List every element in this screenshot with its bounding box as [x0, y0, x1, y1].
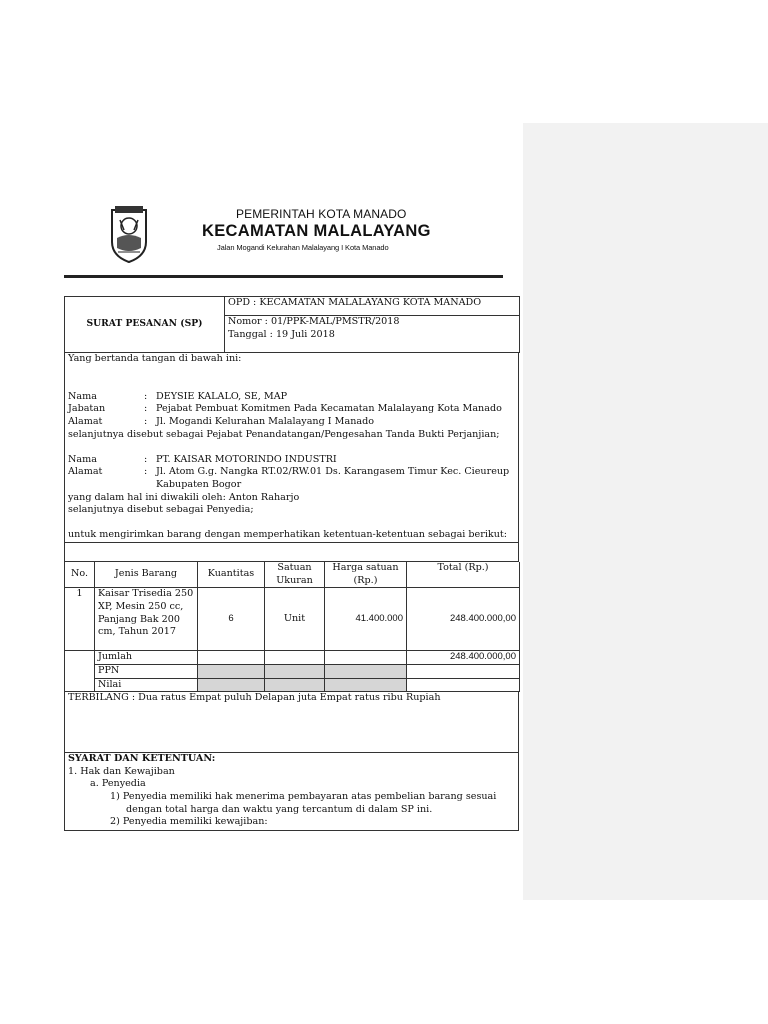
- letterhead-address: Jalan Mogandi Kelurahan Malalayang I Kota Manado: [217, 243, 389, 252]
- ppn-row: [65, 665, 520, 679]
- order-header-table: [64, 296, 520, 353]
- nilai-label: Nilai: [95, 678, 198, 692]
- parties-table: [64, 353, 519, 562]
- letterhead-district: KECAMATAN MALALAYANG: [202, 222, 431, 240]
- terms-item-1a1-cont: dengan total harga dan waktu yang tercantum di dalam SP ini.: [126, 803, 433, 815]
- letterhead-divider: [64, 275, 503, 278]
- manado-coat-of-arms-icon: [104, 204, 154, 264]
- p2-addr-row: Alamat : Jl. Atom G.g. Nangka RT.02/RW.01 Ds. Karangasem Timur Kec. Cieureup: [68, 466, 510, 478]
- p1-addr: Jl. Mogandi Kelurahan Malalayang I Manado: [156, 415, 375, 427]
- parties-cell: [65, 353, 519, 542]
- p2-name-row: Nama : PT. KAISAR MOTORINDO INDUSTRI: [68, 453, 337, 465]
- instruction-text: untuk mengirimkan barang dengan memperhatikan ketentuan-ketentuan sebagai berikut:: [68, 529, 507, 541]
- p1-name: DEYSIE KALALO, SE, MAP: [156, 390, 288, 402]
- nilai-row: [65, 678, 520, 692]
- table-row: [65, 588, 520, 651]
- p2-rep: yang dalam hal ini diwakili oleh: Anton Raharjo: [68, 491, 300, 503]
- items-table: [64, 562, 520, 692]
- p2-name: PT. KAISAR MOTORINDO INDUSTRI: [156, 453, 337, 465]
- cell-price: 41.400.000: [325, 588, 407, 651]
- p1-job: Pejabat Pembuat Komitmen Pada Kecamatan Malalayang Kota Manado: [156, 403, 502, 415]
- opd-line: OPD : KECAMATAN MALALAYANG KOTA MANADO: [225, 297, 520, 316]
- p1-note: selanjutnya disebut sebagai Pejabat Penandatangan/Pengesahan Tanda Bukti Perjanjian;: [68, 428, 500, 440]
- col-header-qty: Kuantitas: [198, 562, 265, 588]
- nomor-line: Nomor : 01/PPK-MAL/PMSTR/2018: [228, 316, 400, 327]
- blank-row: [65, 542, 519, 561]
- jumlah-row: [65, 651, 520, 665]
- cell-qty: 6: [198, 588, 265, 651]
- terbilang-table: [64, 692, 519, 831]
- letterhead-government: PEMERINTAH KOTA MANADO: [236, 207, 407, 221]
- number-date-cell: [225, 316, 520, 353]
- col-header-no: No.: [65, 562, 95, 588]
- p2-note: selanjutnya disebut sebagai Penyedia;: [68, 504, 254, 516]
- p1-name-row: Nama : DEYSIE KALALO, SE, MAP: [68, 390, 288, 402]
- cell-item: Kaisar Trisedia 250 XP, Mesin 250 cc, Panjang Bak 200 cm, Tahun 2017: [95, 588, 198, 651]
- intro-text: Yang bertanda tangan di bawah ini:: [68, 353, 242, 364]
- tanggal-line: Tanggal : 19 Juli 2018: [228, 328, 335, 340]
- jumlah-value: 248.400.000,00: [407, 651, 520, 665]
- comment-side-panel: [523, 123, 768, 900]
- letterhead: [60, 200, 510, 275]
- cell-unit: Unit: [265, 588, 325, 651]
- p2-addr-1: Jl. Atom G.g. Nangka RT.02/RW.01 Ds. Karangasem Timur Kec. Cieureup: [156, 466, 510, 478]
- purchase-order-document: [64, 296, 519, 831]
- terms-cell: [65, 753, 519, 831]
- col-header-price: Harga satuan (Rp.): [325, 562, 407, 588]
- ppn-label: PPN: [95, 665, 198, 679]
- jumlah-label: Jumlah: [95, 651, 198, 665]
- terms-title: SYARAT DAN KETENTUAN:: [68, 753, 216, 765]
- cell-no: 1: [65, 588, 95, 651]
- col-header-unit: Satuan Ukuran: [265, 562, 325, 588]
- cell-total: 248.400.000,00: [407, 588, 520, 651]
- p1-job-row: Jabatan : Pejabat Pembuat Komitmen Pada Kecamatan Malalayang Kota Manado: [68, 403, 502, 415]
- terbilang-text: TERBILANG : Dua ratus Empat puluh Delapan juta Empat ratus ribu Rupiah: [65, 692, 519, 753]
- doc-type: SURAT PESANAN (SP): [65, 297, 225, 353]
- terms-item-1: 1. Hak dan Kewajiban: [68, 765, 175, 777]
- terms-item-1a: a. Penyedia: [90, 778, 146, 790]
- col-header-total: Total (Rp.): [407, 562, 520, 588]
- terms-item-1a2: 2) Penyedia memiliki kewajiban:: [110, 816, 268, 828]
- p2-addr-2: Kabupaten Bogor: [156, 478, 242, 490]
- p1-addr-row: Alamat : Jl. Mogandi Kelurahan Malalayang I Manado: [68, 415, 375, 427]
- terms-item-1a1: 1) Penyedia memiliki hak menerima pembayaran atas pembelian barang sesuai: [110, 790, 497, 802]
- col-header-item: Jenis Barang: [95, 562, 198, 588]
